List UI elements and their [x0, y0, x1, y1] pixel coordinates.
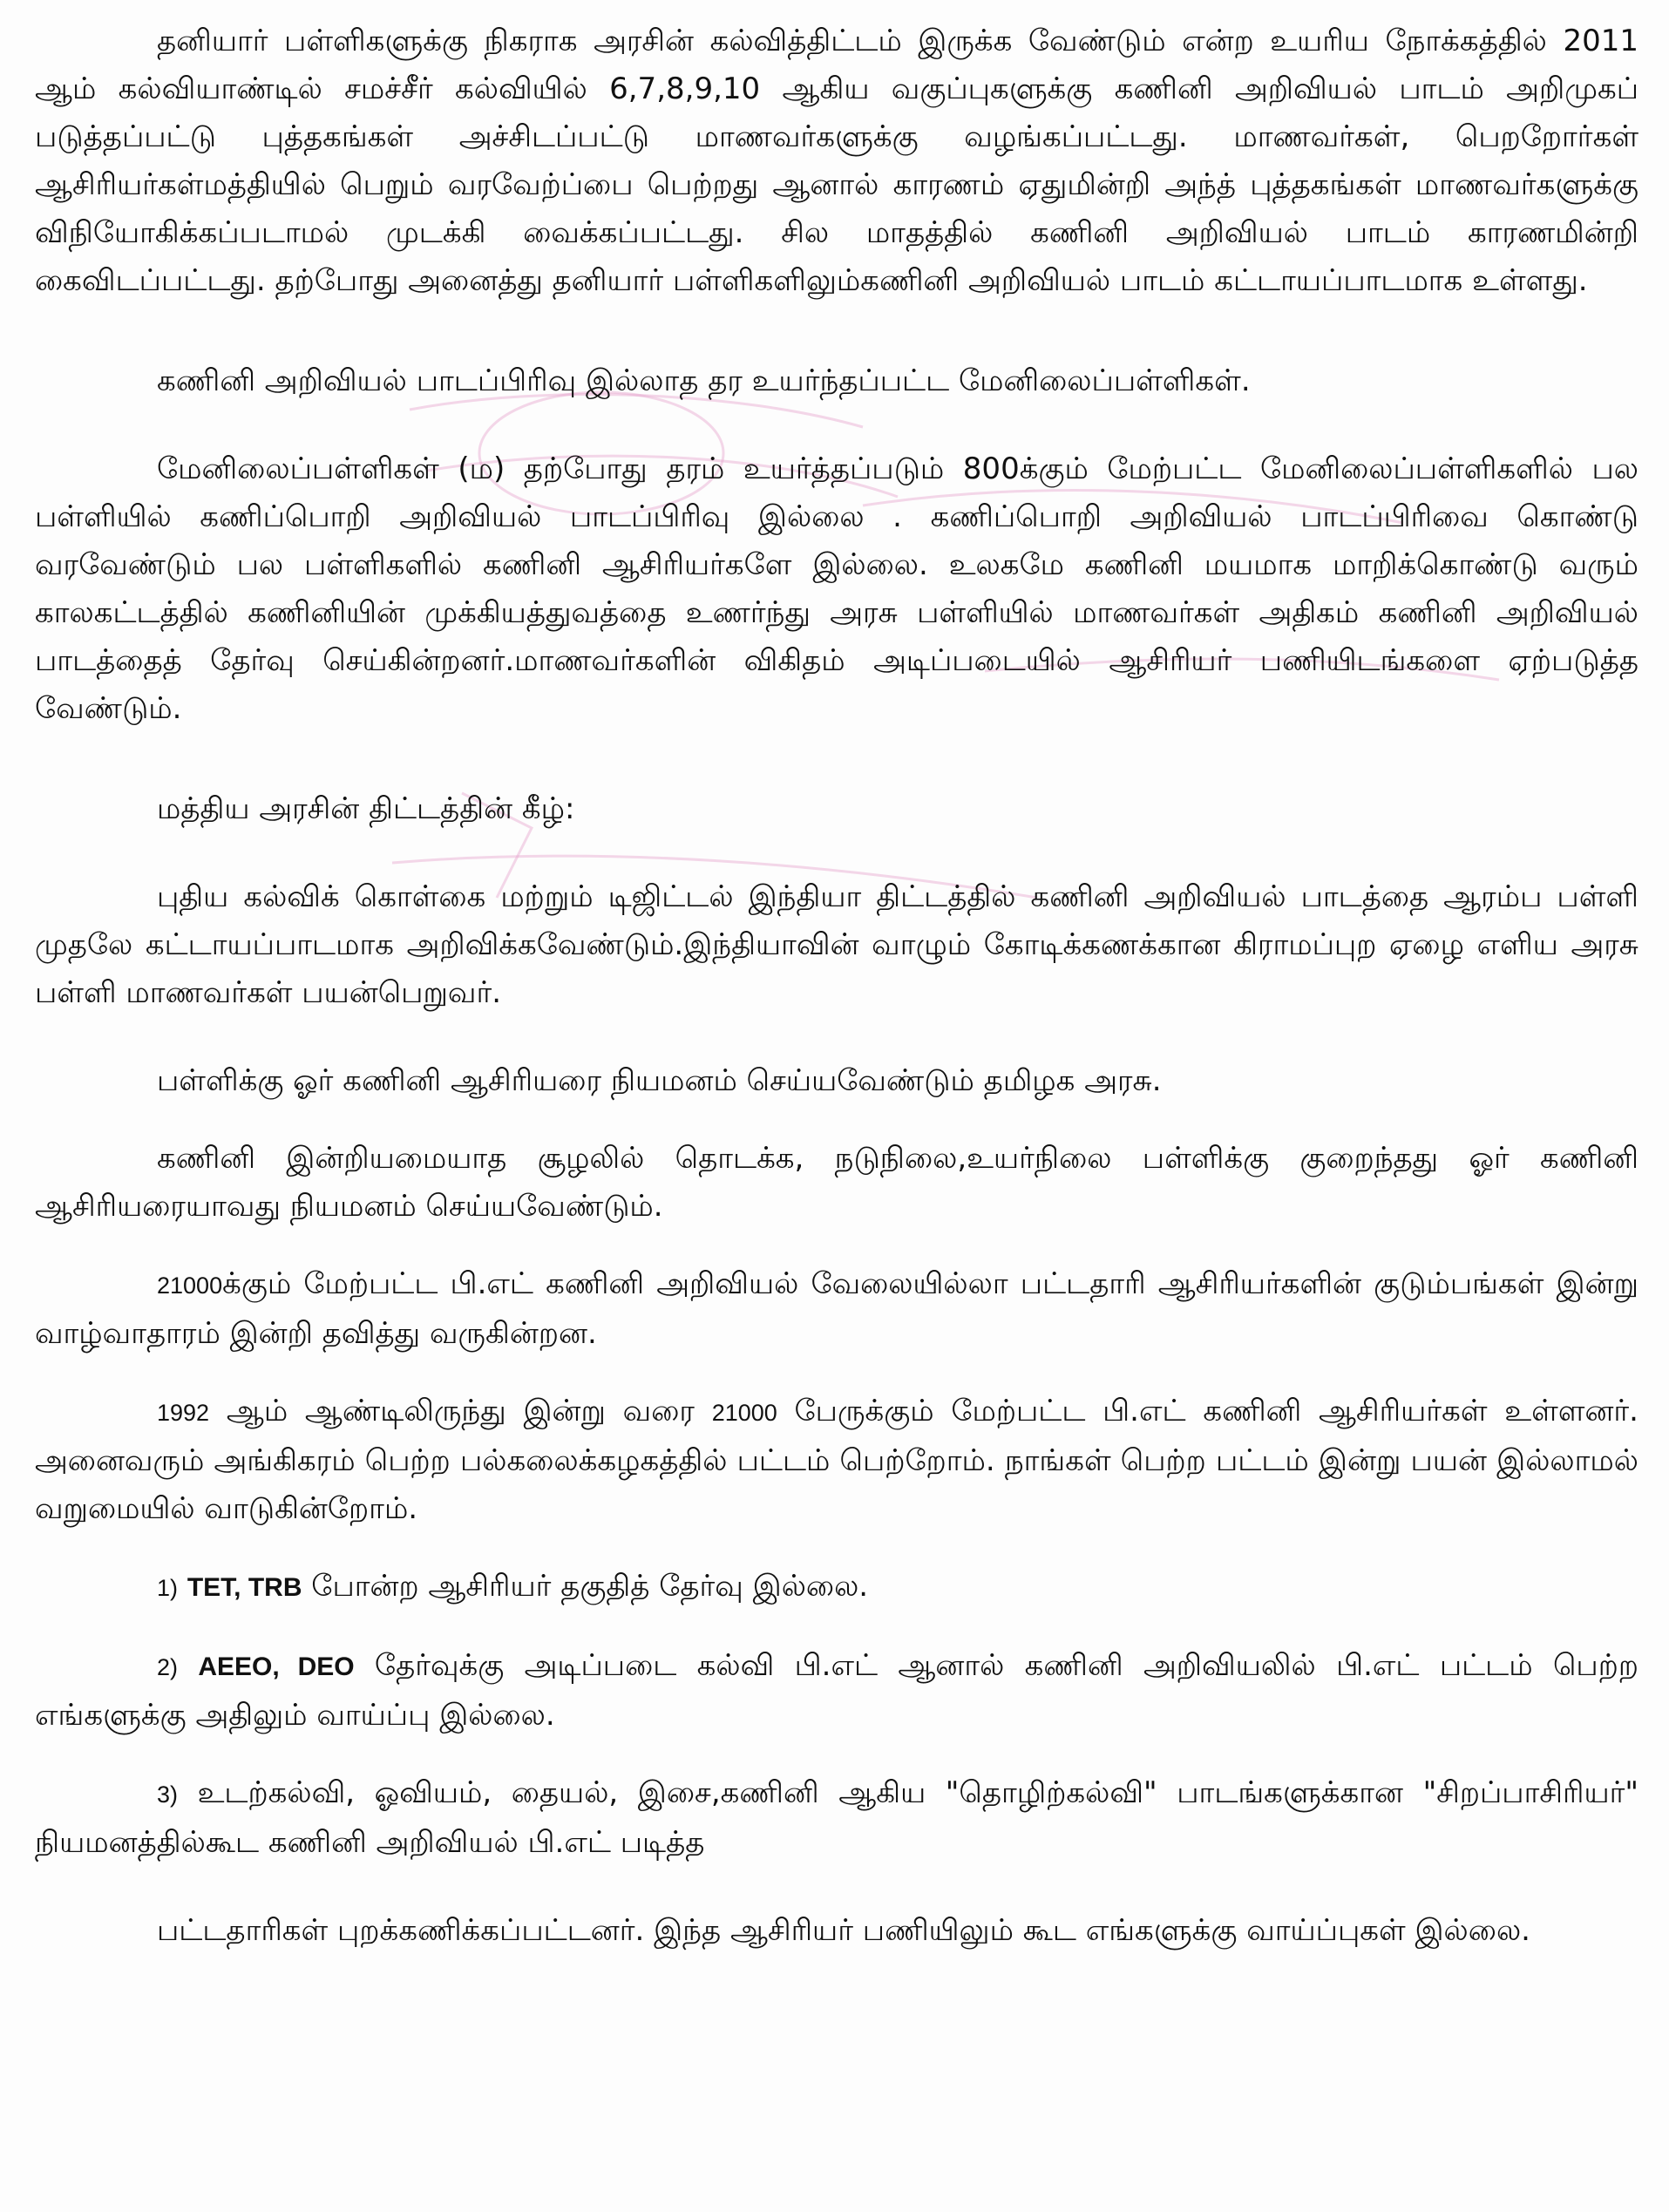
list-item-3: [35, 1769, 1638, 1867]
paragraph-one-teacher: பள்ளிக்கு ஓர் கணினி ஆசிரியரை நியமனம் செய்யவேண்டும் தமிழக அரசு.: [157, 1063, 1162, 1098]
list-number: 1): [157, 1575, 179, 1601]
list-text: உடற்கல்வி, ஓவியம், தையல், இசை,கணினி ஆகிய "தொழிற்கல்வி" பாடங்களுக்கான "சிறப்பாசிரியர்" நியமனத்தில்கூட கணினி அறிவியல் பி.எட் படித்த: [35, 1775, 1638, 1860]
list-text: தேர்வுக்கு அடிப்படை கல்வி பி.எட் ஆனால் கணினி அறிவியலில் பி.எட் பட்டம் பெற்ற எங்களுக்கு அதிலும் வாய்ப்பு இல்லை.: [35, 1648, 1638, 1733]
list-item-1: [35, 1563, 1638, 1612]
count-number: 21000: [711, 1400, 777, 1426]
paragraph-new-policy: புதிய கல்விக் கொள்கை மற்றும் டிஜிட்டல் இந்தியா திட்டத்தில் கணினி அறிவியல் பாடத்தை ஆரம்ப பள்ளி முதலே கட்டாயப்பாடமாக அறிவிக்கவேண்டும்.இந்தியாவின் வாழும் கோடிக்கணக்கான கிராமப்புற ஏழை எளிய அரசு பள்ளி மாணவர்கள் பயன்பெறுவர்.: [35, 879, 1638, 1010]
year-number: 1992: [157, 1400, 210, 1426]
count-number: 21000: [157, 1272, 223, 1299]
paragraph-central-scheme-heading: மத்திய அரசின் திட்டத்தின் கீழ்:: [157, 791, 575, 826]
paragraph-since-1992: [35, 1388, 1638, 1533]
document-body: [35, 17, 1638, 1955]
paragraph-heading-schools: கணினி அறிவியல் பாடப்பிரிவு இல்லாத தர உயர்ந்தப்பட்ட மேனிலைப்பள்ளிகள்.: [157, 363, 1251, 398]
exam-names: AEEO, DEO: [198, 1652, 355, 1681]
paragraph-closing: பட்டதாரிகள் புறக்கணிக்கப்பட்டனர். இந்த ஆசிரியர் பணியிலும் கூட எங்களுக்கு வாய்ப்புகள் இல்லை.: [157, 1913, 1530, 1948]
paragraph-higher-secondary: மேனிலைப்பள்ளிகள் (ம) தற்போது தரம் உயர்த்தப்படும் 800க்கும் மேற்பட்ட மேனிலைப்பள்ளிகளில் பல பள்ளியில் கணிப்பொறி அறிவியல் பாடப்பிரிவு இல்லை . கணிப்பொறி அறிவியல் பாடப்பிரிவை கொண்டு வரவேண்டும் பல பள்ளிகளில் கணினி ஆசிரியர்களே இல்லை. உலகமே கணினி மயமாக மாறிக்கொண்டு வரும் காலகட்டத்தில் கணினியின் முக்கியத்துவத்தை உணர்ந்து அரசு பள்ளியில் மாணவர்கள் அதிகம் கணினி அறிவியல் பாடத்தைத் தேர்வு செய்கின்றனர்.மாணவர்களின் விகிதம் அடிப்படையில் ஆசிரியர் பணியிடங்களை ஏற்படுத்த வேண்டும்.: [35, 451, 1638, 726]
exam-names: TET, TRB: [187, 1573, 302, 1602]
list-text: போன்ற ஆசிரியர் தகுதித் தேர்வு இல்லை.: [302, 1569, 869, 1604]
paragraph-text: ஆம் ஆண்டிலிருந்து இன்று வரை: [209, 1394, 712, 1428]
paragraph-intro: தனியார் பள்ளிகளுக்கு நிகராக அரசின் கல்வித்திட்டம் இருக்க வேண்டும் என்ற உயரிய நோக்கத்தில் 2011 ஆம் கல்வியாண்டில் சமச்சீர் கல்வியில் 6,7,8,9,10 ஆகிய வகுப்புகளுக்கு கணினி அறிவியல் பாடம் அறிமுகப் படுத்தப்பட்டு புத்தகங்கள் அச்சிடப்பட்டு மாணவர்களுக்கு வழங்கப்பட்டது. மாணவர்கள், பெறறோர்கள் ஆசிரியர்கள்மத்தியில் பெறும் வரவேற்ப்பை பெற்றது ஆனால் காரணம் ஏதுமின்றி அந்த் புத்தகங்கள் மாணவர்களுக்கு விநியோகிக்கப்படாமல் முடக்கி வைக்கப்பட்டது. சில மாதத்தில் கணினி அறிவியல் பாடம் காரணமின்றி கைவிடப்பட்டது. தற்போது அனைத்து தனியார் பள்ளிகளிலும்கணினி அறிவியல் பாடம் கட்டாயப்பாடமாக உள்ளது.: [35, 24, 1638, 298]
paragraph-unemployed-graduates: [35, 1260, 1638, 1358]
paragraph-minimum-teacher: கணினி இன்றியமையாத சூழலில் தொடக்க, நடுநிலை,உயர்நிலை பள்ளிக்கு குறைந்தது ஓர் கணினி ஆசிரியரையாவது நியமனம் செய்யவேண்டும்.: [35, 1141, 1638, 1224]
list-item-2: [35, 1642, 1638, 1740]
paragraph-text: பேருக்கும் மேற்பட்ட பி.எட் கணினி ஆசிரியர்கள் உள்ளனர். அனைவரும் அங்கிகரம் பெற்ற பல்கலைக்கழகத்தில் பட்டம் பெற்றோம். நாங்கள் பெற்ற பட்டம் இன்று பயன் இல்லாமல் வறுமையில் வாடுகின்றோம்.: [35, 1394, 1638, 1526]
paragraph-text: க்கும் மேற்பட்ட பி.எட் கணினி அறிவியல் வேலையில்லா பட்டதாரி ஆசிரியர்களின் குடும்பங்கள் இன்று வாழ்வாதாரம் இன்றி தவித்து வருகின்றன.: [35, 1266, 1638, 1351]
list-number: 2): [157, 1654, 179, 1680]
list-number: 3): [157, 1781, 179, 1808]
